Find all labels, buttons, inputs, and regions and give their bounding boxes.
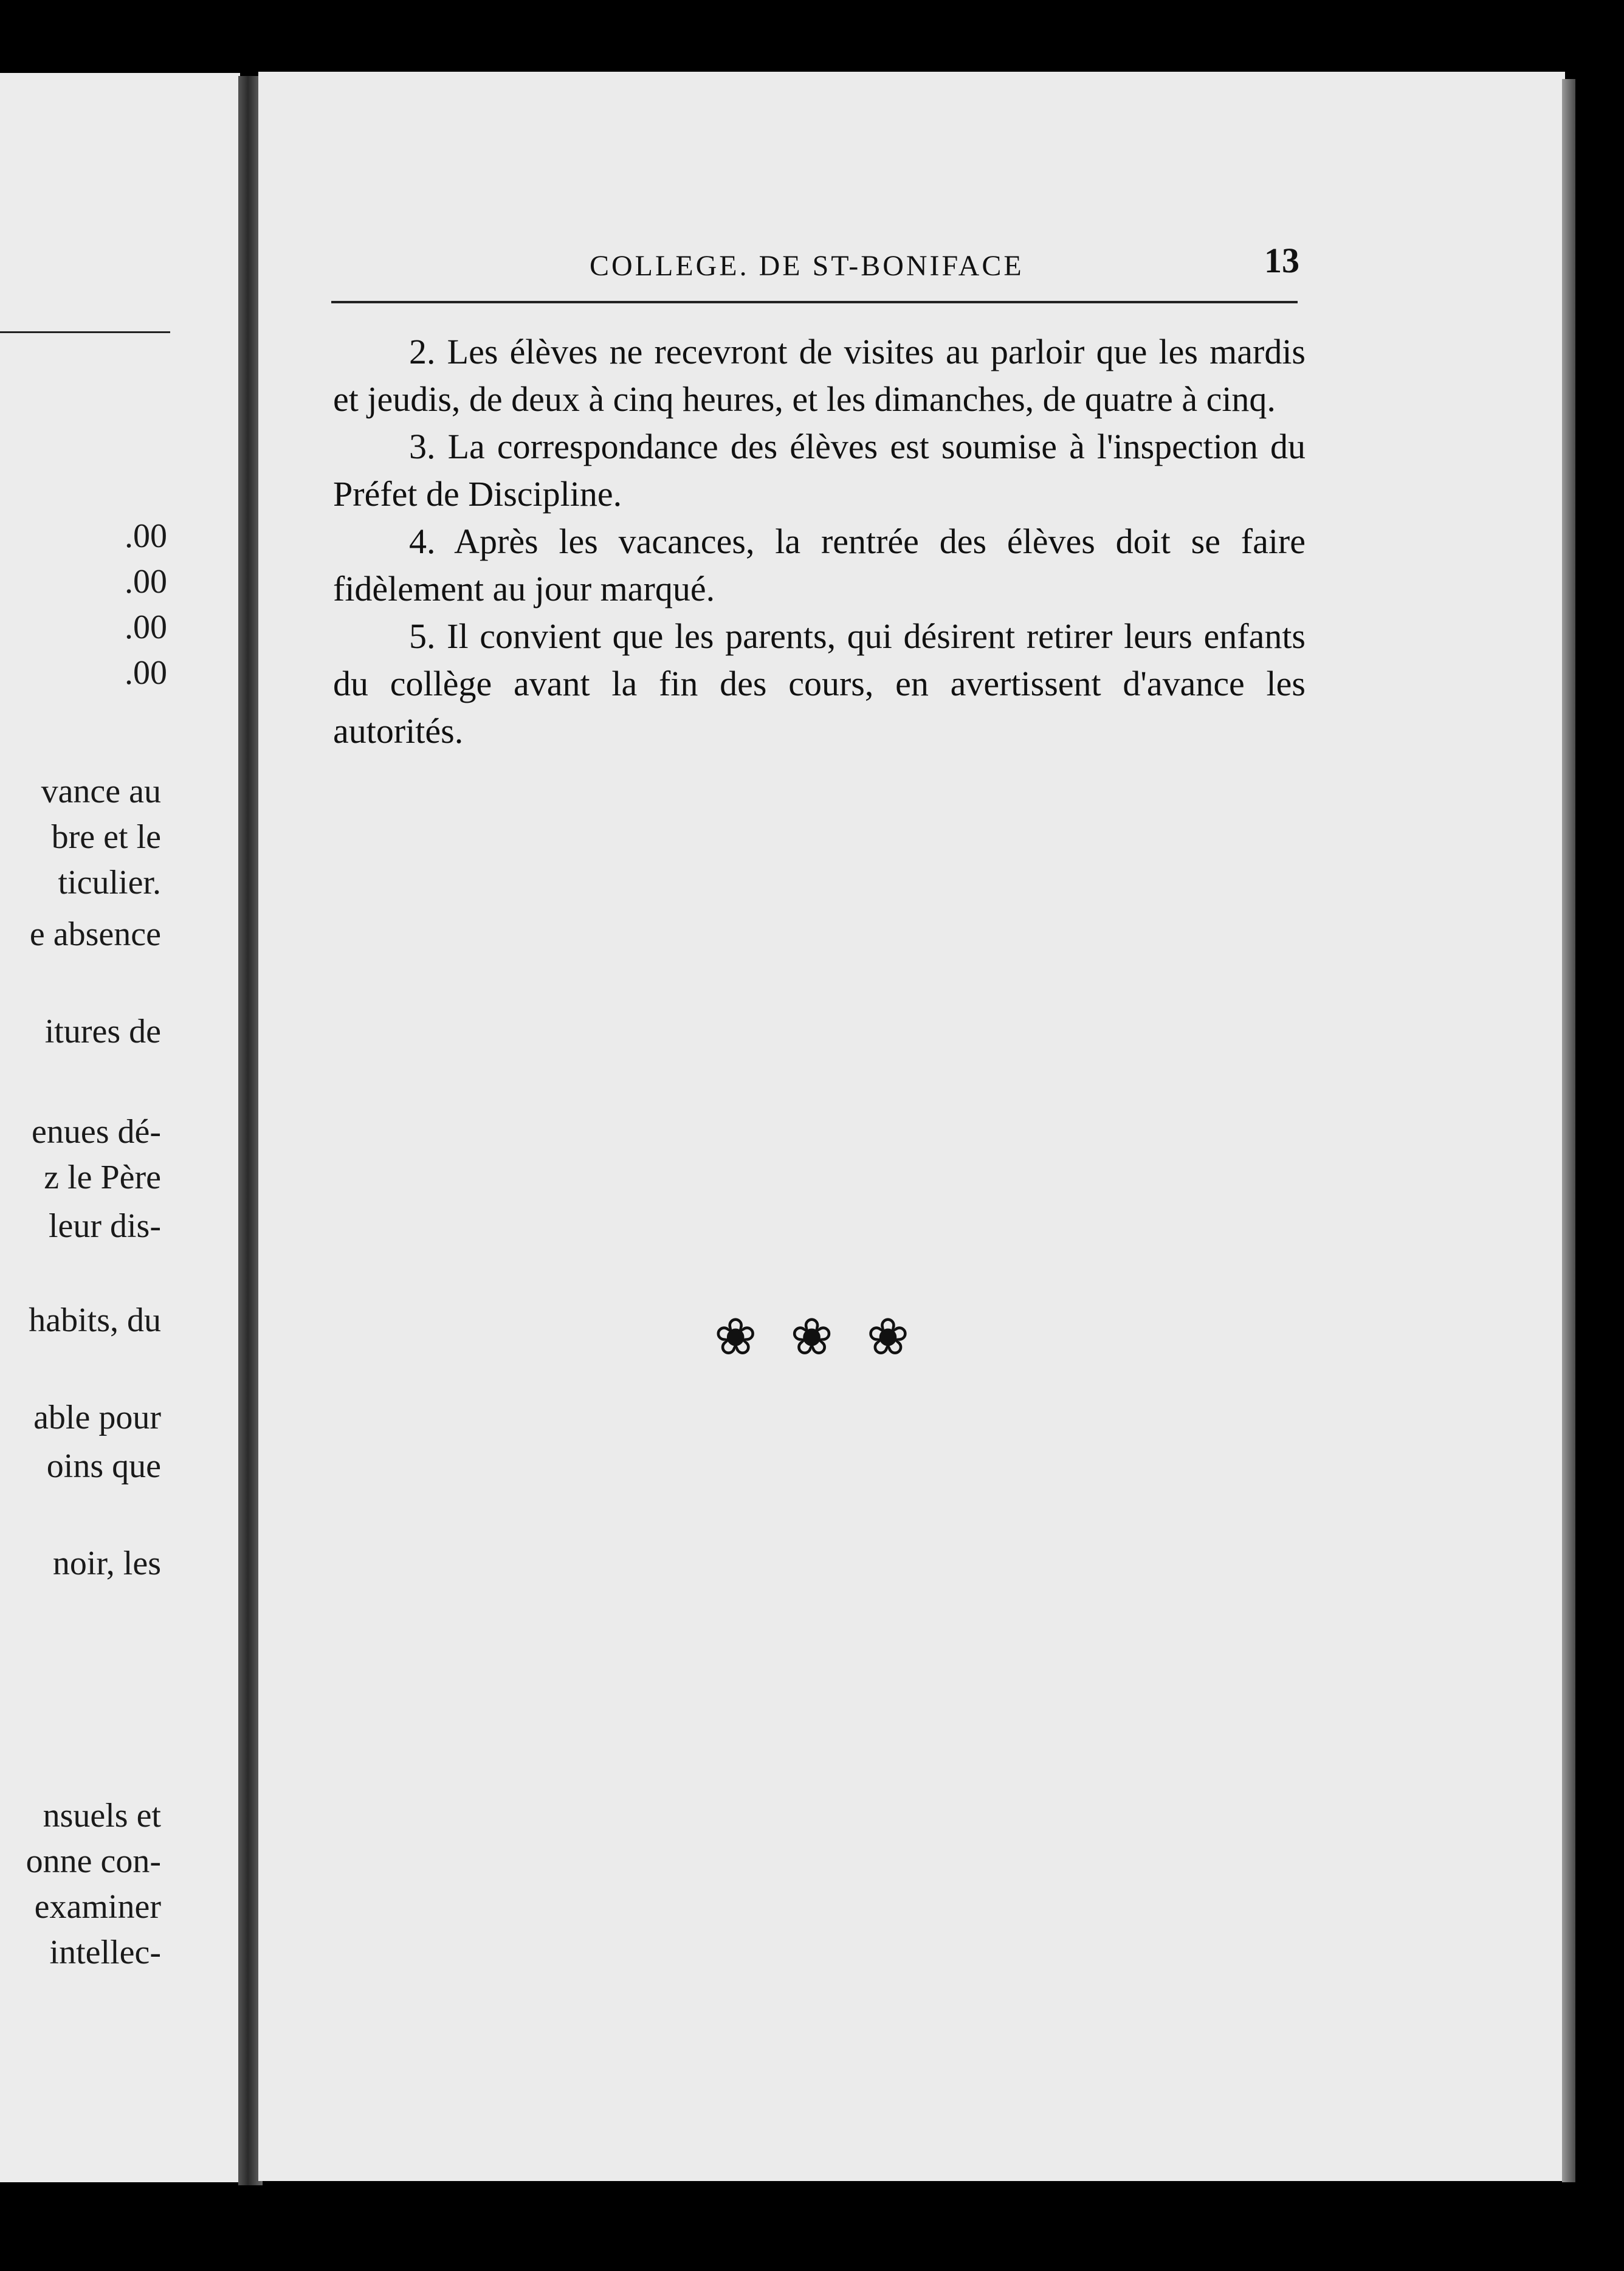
left-line: leur dis- <box>48 1207 161 1245</box>
left-page-rule <box>0 331 170 333</box>
paragraph: 2. Les élèves ne recevront de visites au parloir que les mardis et jeudis, de deux à cinq heures, et les dimanches, de quatre à cinq. <box>333 332 1306 419</box>
left-line: .00 <box>125 608 167 646</box>
left-line: .00 <box>125 563 167 601</box>
left-line: ticulier. <box>58 864 161 901</box>
paragraph: 3. La correspondance des élèves est soumise à l'inspection du Préfet de Discipline. <box>333 427 1306 514</box>
left-line: e absence <box>29 915 161 953</box>
left-line: .00 <box>125 654 167 692</box>
left-line: itures de <box>44 1013 161 1050</box>
paragraph: 4. Après les vacances, la rentrée des élèves doit se faire fidèlement au jour marqué. <box>333 522 1306 608</box>
page-number: 13 <box>1264 241 1299 280</box>
left-line: enues dé- <box>31 1113 161 1151</box>
paragraph: 5. Il convient que les parents, qui désirent retirer leurs enfants du collège avant la fin des cours, en avertissent d'avance les autorités. <box>333 616 1306 751</box>
left-line: onne con- <box>26 1842 161 1880</box>
left-line: .00 <box>125 517 167 555</box>
left-line: habits, du <box>29 1301 161 1339</box>
left-line: oins que <box>46 1447 161 1485</box>
left-line: examiner <box>34 1888 161 1926</box>
running-head: COLLEGE. DE ST-BONIFACE <box>590 250 1024 282</box>
floral-fleuron-icon: ❀❀❀ <box>714 1307 943 1366</box>
left-line: bre et le <box>51 818 161 856</box>
left-line: vance au <box>41 773 161 810</box>
header-rule <box>331 301 1298 303</box>
left-line: noir, les <box>52 1545 161 1582</box>
left-line: able pour <box>33 1399 161 1436</box>
left-line: z le Père <box>44 1159 161 1196</box>
left-line: nsuels et <box>43 1797 161 1835</box>
page-edge <box>1562 79 1575 2182</box>
body-text <box>333 328 1306 755</box>
left-line: intellec- <box>49 1934 161 1971</box>
left-page <box>0 73 240 2182</box>
